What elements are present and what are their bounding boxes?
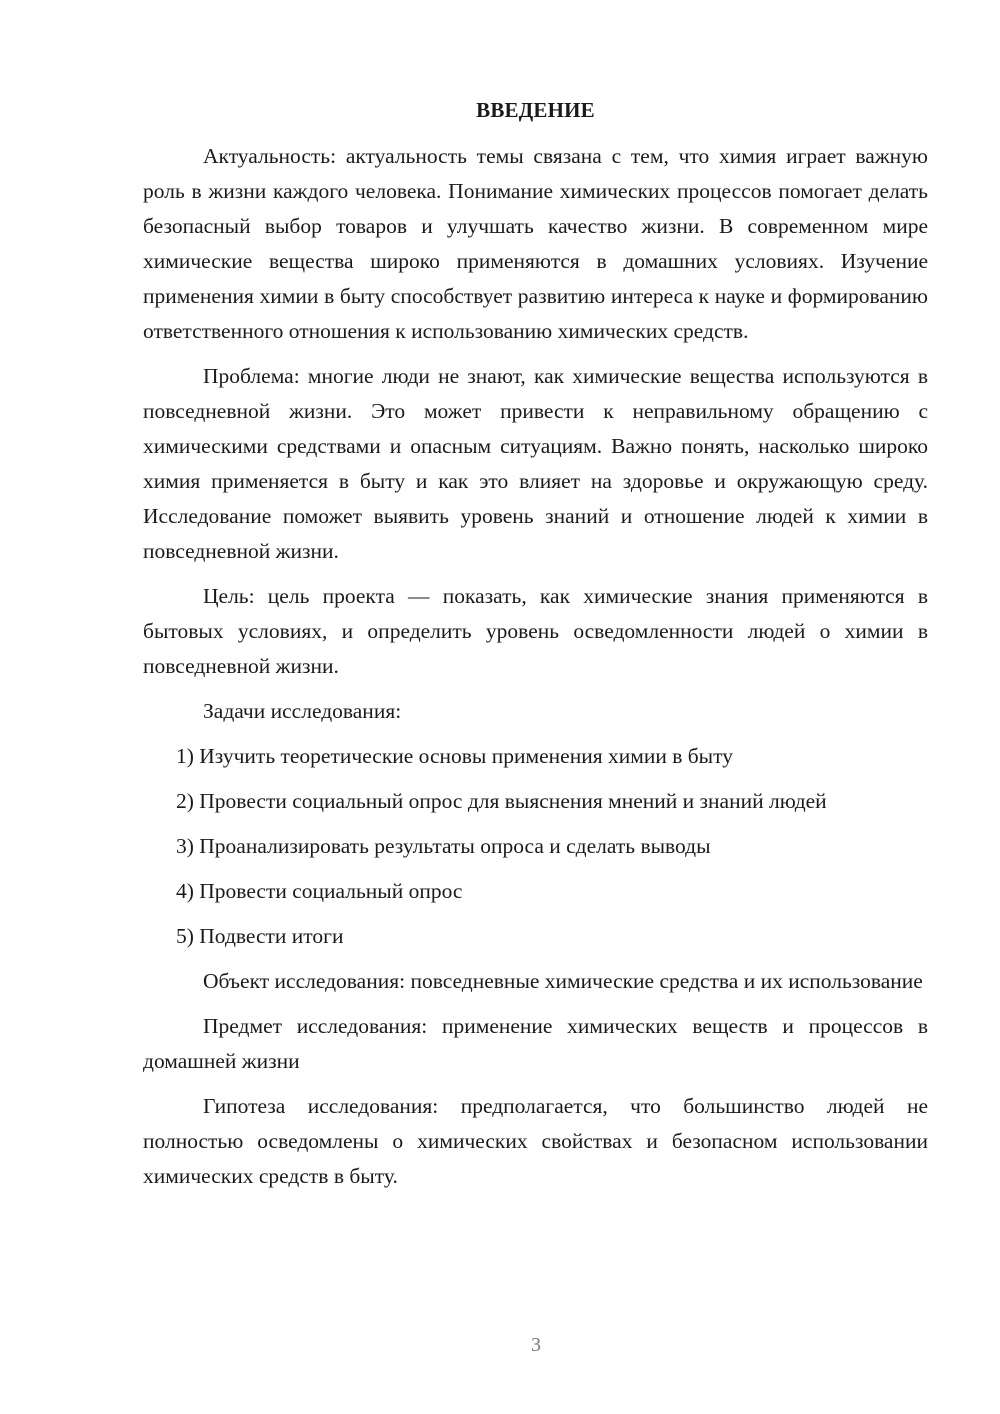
list-item: 2) Провести социальный опрос для выяснения мнений и знаний людей xyxy=(176,789,827,813)
tasks-list xyxy=(143,739,928,954)
page-title: ВВЕДЕНИЕ xyxy=(476,98,595,122)
list-item: 4) Провести социальный опрос xyxy=(176,879,463,903)
paragraph-goal: Цель: цель проекта — показать, как химические знания применяются в бытовых условиях, и определить уровень осведомленности людей о химии в повседневной жизни. xyxy=(143,584,928,678)
list-item: 1) Изучить теоретические основы применения химии в быту xyxy=(176,744,733,768)
paragraph-hypothesis: Гипотеза исследования: предполагается, что большинство людей не полностью осведомлены о химических свойствах и безопасном использовании химических средств в быту. xyxy=(143,1094,928,1188)
tasks-heading: Задачи исследования: xyxy=(203,699,402,723)
paragraph-problem: Проблема: многие люди не знают, как химические вещества используются в повседневной жизни. Это может привести к неправильному обращению с химическими средствами и опасным ситуациям. Важно понять, насколько широко химия применяется в быту и как это влияет на здоровье и окружающую среду. Исследование поможет выявить уровень знаний и отношение людей к химии в повседневной жизни. xyxy=(143,364,928,563)
page-number: 3 xyxy=(531,1334,541,1356)
paragraph-object: Объект исследования: повседневные химические средства и их использование xyxy=(203,969,923,993)
paragraph-relevance: Актуальность: актуальность темы связана с тем, что химия играет важную роль в жизни каждого человека. Понимание химических процессов помогает делать безопасный выбор товаров и улучшать качество жизни. В современном мире химические вещества широко применяются в домашних условиях. Изучение применения химии в быту способствует развитию интереса к науке и формированию ответственного отношения к использованию химических средств. xyxy=(143,144,928,343)
list-item: 3) Проанализировать результаты опроса и сделать выводы xyxy=(176,834,711,858)
document-page xyxy=(143,95,928,1204)
list-item: 5) Подвести итоги xyxy=(176,924,344,948)
paragraph-subject: Предмет исследования: применение химических веществ и процессов в домашней жизни xyxy=(143,1014,928,1073)
